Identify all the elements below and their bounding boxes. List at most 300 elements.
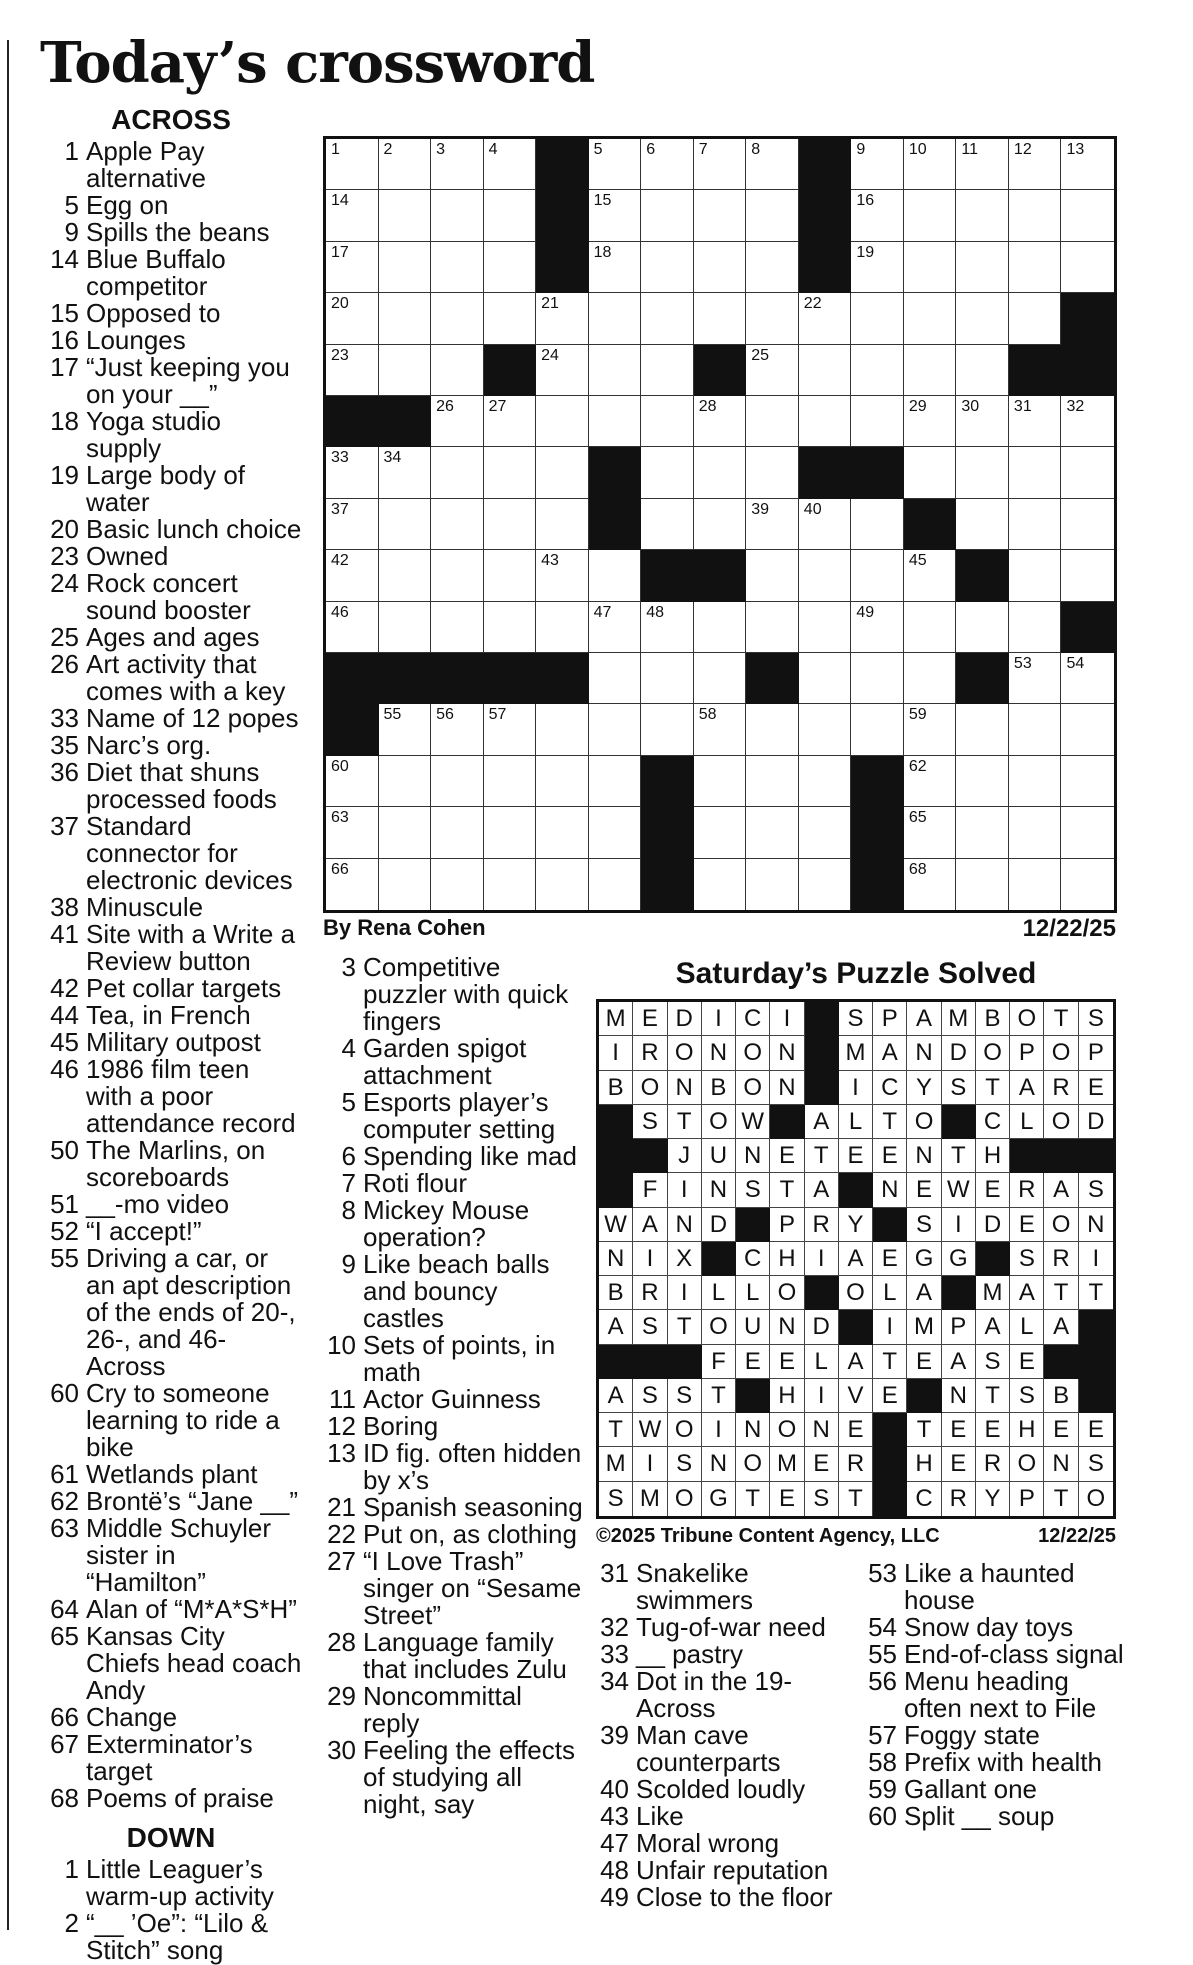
black-square (956, 653, 1009, 704)
grid-cell[interactable] (694, 293, 747, 344)
clue (321, 1683, 583, 1737)
grid-cell[interactable] (589, 704, 642, 755)
grid-cell[interactable] (431, 190, 484, 241)
grid-cell[interactable] (431, 550, 484, 601)
grid-cell[interactable] (641, 653, 694, 704)
grid-cell[interactable] (536, 704, 589, 755)
grid-cell[interactable] (379, 242, 432, 293)
grid-cell[interactable] (536, 499, 589, 550)
black-square (484, 345, 537, 396)
black-square (1079, 1345, 1113, 1379)
clue-number: 24 (50, 568, 79, 598)
grid-cell[interactable] (799, 499, 852, 550)
grid-cell[interactable] (746, 190, 799, 241)
grid-cell[interactable] (851, 396, 904, 447)
grid-cell[interactable] (536, 807, 589, 858)
clue-text: Split __ soup (904, 1801, 1055, 1831)
clue-number: 50 (50, 1135, 79, 1165)
grid-cell[interactable] (536, 859, 589, 910)
grid-cell[interactable] (799, 345, 852, 396)
grid-cell[interactable] (326, 190, 379, 241)
cell-number: 63 (331, 809, 349, 827)
grid-cell[interactable] (589, 293, 642, 344)
grid-cell[interactable] (1061, 653, 1114, 704)
clue-number: 26 (50, 649, 79, 679)
grid-cell[interactable] (904, 704, 957, 755)
grid-cell[interactable] (1009, 756, 1062, 807)
clue (594, 1884, 862, 1911)
solved-letter: T (873, 1105, 907, 1139)
solved-letter: L (702, 1276, 736, 1310)
grid-cell[interactable] (484, 499, 537, 550)
cell-number: 14 (331, 192, 349, 210)
clue-text: Military outpost (86, 1027, 261, 1057)
grid-cell[interactable] (694, 807, 747, 858)
grid-cell[interactable] (1009, 396, 1062, 447)
grid-cell[interactable] (851, 704, 904, 755)
grid-cell[interactable] (694, 704, 747, 755)
grid-cell[interactable] (746, 345, 799, 396)
grid-cell[interactable] (1061, 396, 1114, 447)
grid-cell[interactable] (746, 807, 799, 858)
grid-cell[interactable] (904, 293, 957, 344)
grid-cell[interactable] (799, 396, 852, 447)
cell-number: 27 (488, 398, 507, 415)
clue-text: Like a haunted house (904, 1558, 1075, 1615)
solved-letter: P (1010, 1482, 1044, 1516)
grid-cell[interactable] (904, 190, 957, 241)
grid-cell[interactable] (1009, 190, 1062, 241)
grid-cell[interactable] (956, 345, 1009, 396)
clue (40, 1029, 302, 1056)
grid-cell[interactable] (956, 139, 1009, 190)
grid-cell[interactable] (956, 190, 1009, 241)
crossword-grid[interactable] (323, 136, 1117, 913)
clue-number: 4 (341, 1033, 356, 1063)
grid-cell[interactable] (746, 602, 799, 653)
grid-cell[interactable] (956, 756, 1009, 807)
grid-cell[interactable] (694, 602, 747, 653)
clue (40, 813, 302, 894)
solved-letter: S (1079, 1173, 1113, 1207)
solved-letter: I (839, 1071, 873, 1105)
grid-cell[interactable] (379, 345, 432, 396)
solved-letter: J (668, 1139, 702, 1173)
grid-cell[interactable] (851, 242, 904, 293)
solved-letter: O (668, 1482, 702, 1516)
solved-letter: A (942, 1345, 976, 1379)
grid-cell[interactable] (431, 859, 484, 910)
grid-cell[interactable] (379, 499, 432, 550)
clue-number: 45 (50, 1027, 79, 1057)
grid-cell[interactable] (484, 242, 537, 293)
cell-number: 57 (488, 706, 507, 724)
grid-cell[interactable] (1009, 550, 1062, 601)
grid-cell[interactable] (484, 447, 537, 498)
clue-text: The Marlins, on scoreboards (86, 1135, 266, 1192)
clue (40, 354, 302, 408)
grid-cell[interactable] (326, 859, 379, 910)
grid-cell[interactable] (536, 602, 589, 653)
black-square (633, 1345, 667, 1379)
clue (862, 1641, 1124, 1668)
grid-cell[interactable] (1061, 756, 1114, 807)
grid-cell[interactable] (589, 602, 642, 653)
grid-cell[interactable] (641, 139, 694, 190)
grid-cell[interactable] (589, 653, 642, 704)
grid-cell[interactable] (956, 396, 1009, 447)
clue-text: __ pastry (636, 1639, 743, 1669)
grid-cell[interactable] (431, 807, 484, 858)
black-square (1044, 1139, 1078, 1173)
grid-cell[interactable] (379, 602, 432, 653)
clue-text: Opposed to (86, 298, 221, 328)
solved-letter: H (907, 1447, 941, 1481)
solved-letter: T (736, 1482, 770, 1516)
clue (321, 1332, 583, 1386)
grid-cell[interactable] (851, 345, 904, 396)
black-square (536, 190, 589, 241)
grid-cell[interactable] (694, 190, 747, 241)
solved-letter: E (873, 1379, 907, 1413)
solved-letter: T (668, 1105, 702, 1139)
grid-cell[interactable] (799, 653, 852, 704)
solved-letter: C (907, 1482, 941, 1516)
grid-cell[interactable] (1061, 859, 1114, 910)
grid-cell[interactable] (326, 139, 379, 190)
clue-number: 2 (64, 1908, 79, 1938)
black-square (668, 1345, 702, 1379)
grid-cell[interactable] (1009, 602, 1062, 653)
clue (862, 1776, 1124, 1803)
grid-cell[interactable] (904, 602, 957, 653)
cell-number: 5 (593, 141, 603, 158)
solved-letter: W (942, 1173, 976, 1207)
grid-cell[interactable] (694, 653, 747, 704)
grid-cell[interactable] (694, 756, 747, 807)
grid-cell[interactable] (746, 139, 799, 190)
solved-letter: S (633, 1379, 667, 1413)
grid-cell[interactable] (746, 704, 799, 755)
black-square (589, 499, 642, 550)
grid-cell[interactable] (326, 550, 379, 601)
grid-cell[interactable] (589, 345, 642, 396)
grid-cell[interactable] (431, 345, 484, 396)
clue-text: Garden spigot attachment (363, 1033, 527, 1090)
solved-letter: M (599, 1447, 633, 1481)
grid-cell[interactable] (641, 345, 694, 396)
grid-cell[interactable] (1009, 807, 1062, 858)
grid-cell[interactable] (326, 293, 379, 344)
solved-letter: D (805, 1310, 839, 1344)
grid-cell[interactable] (536, 550, 589, 601)
clue (40, 624, 302, 651)
grid-cell[interactable] (851, 139, 904, 190)
clue (40, 462, 302, 516)
grid-cell[interactable] (746, 756, 799, 807)
clue (321, 1197, 583, 1251)
grid-cell[interactable] (746, 499, 799, 550)
grid-cell[interactable] (431, 139, 484, 190)
grid-cell[interactable] (431, 242, 484, 293)
byline: By Rena Cohen (323, 915, 486, 940)
grid-cell[interactable] (851, 653, 904, 704)
grid-cell[interactable] (536, 396, 589, 447)
grid-cell[interactable] (379, 859, 432, 910)
grid-cell[interactable] (1061, 550, 1114, 601)
grid-cell[interactable] (1009, 242, 1062, 293)
grid-cell[interactable] (379, 190, 432, 241)
grid-cell[interactable] (641, 190, 694, 241)
grid-cell[interactable] (799, 602, 852, 653)
grid-cell[interactable] (589, 139, 642, 190)
grid-cell[interactable] (799, 807, 852, 858)
grid-cell[interactable] (484, 190, 537, 241)
grid-cell[interactable] (326, 242, 379, 293)
grid-cell[interactable] (589, 242, 642, 293)
grid-cell[interactable] (326, 807, 379, 858)
grid-cell[interactable] (956, 293, 1009, 344)
grid-cell[interactable] (431, 704, 484, 755)
cell-number: 12 (1013, 141, 1032, 158)
grid-cell[interactable] (484, 859, 537, 910)
black-square (799, 139, 852, 190)
grid-cell[interactable] (589, 859, 642, 910)
solved-letter: O (633, 1071, 667, 1105)
solved-letter: N (805, 1413, 839, 1447)
grid-cell[interactable] (1061, 242, 1114, 293)
grid-cell[interactable] (1061, 190, 1114, 241)
grid-cell[interactable] (746, 447, 799, 498)
grid-cell[interactable] (431, 756, 484, 807)
solved-letter: S (942, 1071, 976, 1105)
grid-cell[interactable] (1009, 653, 1062, 704)
solved-letter: G (907, 1242, 941, 1276)
grid-cell[interactable] (431, 396, 484, 447)
grid-cell[interactable] (904, 653, 957, 704)
grid-cell[interactable] (589, 550, 642, 601)
grid-cell[interactable] (746, 242, 799, 293)
grid-cell[interactable] (431, 602, 484, 653)
grid-cell[interactable] (956, 242, 1009, 293)
solved-letter: Y (839, 1208, 873, 1242)
grid-cell[interactable] (379, 807, 432, 858)
grid-cell[interactable] (799, 550, 852, 601)
grid-cell[interactable] (484, 807, 537, 858)
clue-text: Like beach balls and bouncy castles (363, 1249, 550, 1333)
grid-cell[interactable] (641, 499, 694, 550)
grid-cell[interactable] (589, 396, 642, 447)
grid-cell[interactable] (1061, 807, 1114, 858)
grid-cell[interactable] (904, 807, 957, 858)
grid-cell[interactable] (694, 499, 747, 550)
solved-letter: W (633, 1413, 667, 1447)
grid-cell[interactable] (904, 139, 957, 190)
grid-cell[interactable] (746, 859, 799, 910)
solved-letter: N (702, 1447, 736, 1481)
grid-cell[interactable] (851, 499, 904, 550)
grid-cell[interactable] (641, 396, 694, 447)
grid-cell[interactable] (799, 704, 852, 755)
solved-letter: U (702, 1139, 736, 1173)
grid-cell[interactable] (694, 139, 747, 190)
grid-cell[interactable] (431, 499, 484, 550)
grid-cell[interactable] (536, 756, 589, 807)
grid-cell[interactable] (799, 293, 852, 344)
grid-cell[interactable] (1009, 499, 1062, 550)
cell-number: 7 (698, 141, 708, 158)
grid-cell[interactable] (641, 293, 694, 344)
solved-letter: I (770, 1002, 804, 1036)
solved-letter: E (907, 1173, 941, 1207)
grid-cell[interactable] (799, 756, 852, 807)
grid-cell[interactable] (1061, 139, 1114, 190)
clue-text: Kansas City Chiefs head coach Andy (86, 1621, 302, 1705)
cell-number: 11 (961, 141, 978, 158)
grid-cell[interactable] (956, 807, 1009, 858)
clue (40, 570, 302, 624)
clue-text: Actor Guinness (363, 1384, 541, 1414)
grid-cell[interactable] (694, 396, 747, 447)
clue-number: 28 (327, 1627, 356, 1657)
grid-cell[interactable] (1009, 859, 1062, 910)
grid-cell[interactable] (694, 859, 747, 910)
grid-cell[interactable] (851, 293, 904, 344)
solved-letter: T (1044, 1276, 1078, 1310)
grid-cell[interactable] (536, 447, 589, 498)
grid-cell[interactable] (956, 447, 1009, 498)
solved-letter: T (1044, 1002, 1078, 1036)
grid-cell[interactable] (379, 550, 432, 601)
grid-cell[interactable] (904, 550, 957, 601)
grid-cell[interactable] (1009, 293, 1062, 344)
grid-cell[interactable] (326, 345, 379, 396)
grid-cell[interactable] (431, 447, 484, 498)
black-square (1061, 602, 1114, 653)
black-square (873, 1447, 907, 1481)
grid-cell[interactable] (1009, 704, 1062, 755)
clue (40, 138, 302, 192)
solved-letter: E (770, 1345, 804, 1379)
grid-cell[interactable] (904, 447, 957, 498)
grid-cell[interactable] (904, 242, 957, 293)
grid-cell[interactable] (484, 396, 537, 447)
clue-text: Sets of points, in math (363, 1330, 556, 1387)
clue-text: Foggy state (904, 1720, 1040, 1750)
grid-cell[interactable] (379, 447, 432, 498)
clue-number: 41 (50, 919, 79, 949)
grid-cell[interactable] (746, 396, 799, 447)
solved-letter: E (770, 1139, 804, 1173)
solved-letter: S (633, 1105, 667, 1139)
solved-letter: H (976, 1139, 1010, 1173)
grid-cell[interactable] (1061, 447, 1114, 498)
black-square (599, 1105, 633, 1139)
grid-cell[interactable] (851, 602, 904, 653)
grid-cell[interactable] (641, 447, 694, 498)
grid-cell[interactable] (484, 139, 537, 190)
solved-letter: R (805, 1208, 839, 1242)
black-square (873, 1208, 907, 1242)
clue-number: 55 (868, 1639, 897, 1669)
solved-letter: N (942, 1379, 976, 1413)
grid-cell[interactable] (746, 550, 799, 601)
grid-cell[interactable] (904, 345, 957, 396)
grid-cell[interactable] (379, 704, 432, 755)
grid-cell[interactable] (326, 499, 379, 550)
black-square (641, 550, 694, 601)
grid-cell[interactable] (326, 447, 379, 498)
solved-letter: B (976, 1002, 1010, 1036)
grid-cell[interactable] (589, 756, 642, 807)
grid-cell[interactable] (746, 293, 799, 344)
clue-number: 38 (50, 892, 79, 922)
clue (40, 1785, 302, 1812)
solved-letter: P (770, 1208, 804, 1242)
clue (862, 1614, 1124, 1641)
clue (321, 1521, 583, 1548)
grid-cell[interactable] (589, 807, 642, 858)
clue-text: Middle Schuyler sister in “Hamilton” (86, 1513, 271, 1597)
grid-cell[interactable] (536, 293, 589, 344)
grid-cell[interactable] (851, 190, 904, 241)
grid-cell[interactable] (956, 499, 1009, 550)
clue (40, 732, 302, 759)
solved-letter: N (907, 1139, 941, 1173)
grid-cell[interactable] (851, 550, 904, 601)
grid-cell[interactable] (904, 756, 957, 807)
grid-cell[interactable] (326, 602, 379, 653)
grid-cell[interactable] (1061, 499, 1114, 550)
grid-cell[interactable] (904, 859, 957, 910)
clue-number: 68 (50, 1783, 79, 1813)
grid-cell[interactable] (484, 756, 537, 807)
grid-cell[interactable] (956, 704, 1009, 755)
grid-cell[interactable] (956, 602, 1009, 653)
black-square (1010, 1139, 1044, 1173)
grid-cell[interactable] (641, 242, 694, 293)
grid-cell[interactable] (1009, 447, 1062, 498)
clue-number: 8 (341, 1195, 356, 1225)
grid-cell[interactable] (641, 602, 694, 653)
grid-cell[interactable] (484, 704, 537, 755)
grid-cell[interactable] (379, 756, 432, 807)
grid-cell[interactable] (589, 190, 642, 241)
black-square (942, 1105, 976, 1139)
grid-cell[interactable] (484, 550, 537, 601)
grid-cell[interactable] (694, 447, 747, 498)
grid-cell[interactable] (904, 396, 957, 447)
grid-cell[interactable] (694, 242, 747, 293)
grid-cell[interactable] (379, 139, 432, 190)
grid-cell[interactable] (484, 602, 537, 653)
grid-cell[interactable] (641, 704, 694, 755)
grid-cell[interactable] (536, 345, 589, 396)
clue-number: 32 (600, 1612, 629, 1642)
clue-number: 59 (868, 1774, 897, 1804)
grid-cell[interactable] (799, 859, 852, 910)
grid-cell[interactable] (1061, 704, 1114, 755)
grid-cell[interactable] (956, 859, 1009, 910)
cell-number: 6 (646, 141, 656, 158)
grid-cell[interactable] (326, 756, 379, 807)
grid-cell[interactable] (484, 293, 537, 344)
clue-text: Egg on (86, 190, 169, 220)
solved-letter: F (633, 1173, 667, 1207)
grid-cell[interactable] (1009, 139, 1062, 190)
grid-cell[interactable] (379, 293, 432, 344)
grid-cell[interactable] (431, 293, 484, 344)
